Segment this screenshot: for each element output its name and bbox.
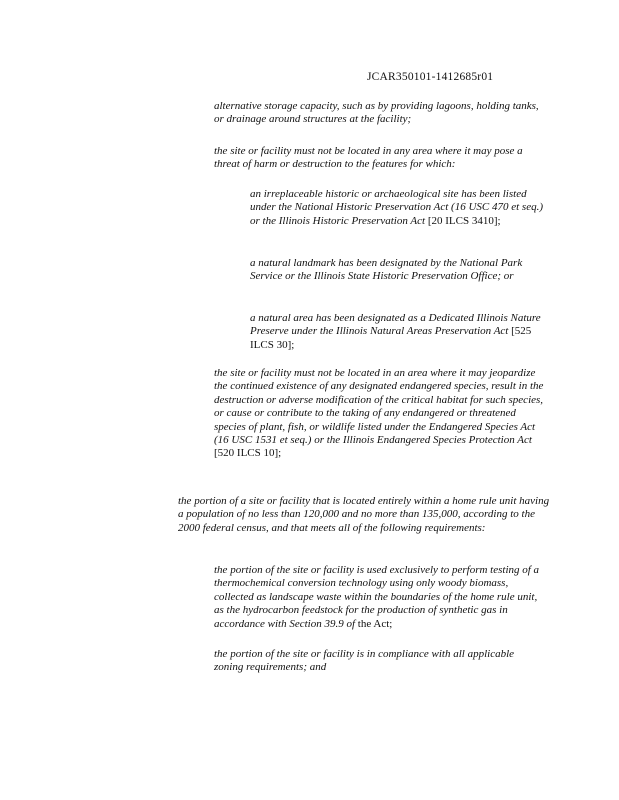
historic-site-citation: [20 ILCS 3410];	[427, 214, 501, 227]
natural-area-citation: [525 ILCS 30];	[250, 325, 532, 351]
endangered-species-text: the site or facility must not be located in an area where it may jeopardize the continued existence of any designated endangered species, result in the destruction or adverse modification of the critical habitat for such species, or cause or contribute to the taking of any endangered or threatened species of plant, fish, or wildlife listed under the Endangered Species Act (16 USC 1531 et seq.) or the Illinois Endangered Species Protection Act	[214, 367, 544, 447]
paragraph-natural-area	[250, 312, 550, 352]
paragraph-home-rule-unit: the portion of a site or facility that is located entirely within a home rule unit having a population of no less than 120,000 and no more than 135,000, according to the 2000 federal census, and that meets all of the following requirements:	[178, 495, 550, 534]
paragraph-historic-site	[250, 188, 550, 228]
thermochemical-testing-citation: the Act;	[357, 617, 393, 630]
paragraph-thermochemical-testing	[214, 564, 544, 631]
paragraph-zoning-compliance: the portion of the site or facility is in compliance with all applicable zoning requirements; and	[214, 648, 515, 674]
paragraph-endangered-species	[214, 367, 544, 461]
historic-site-text: an irreplaceable historic or archaeological site has been listed under the National Historic Preservation Act (16 USC 470 et seq.) or the Illinois Historic Preservation Act	[250, 188, 543, 227]
paragraph-natural-landmark: a natural landmark has been designated by the National Park Service or the Illinois State Historic Preservation Office; or	[250, 257, 523, 283]
paragraph-storage-capacity: alternative storage capacity, such as by providing lagoons, holding tanks, or drainage around structures at the facility;	[214, 100, 539, 126]
thermochemical-testing-text: the portion of the site or facility is used exclusively to perform testing of a thermochemical conversion technology using only woody biomass, collected as landscape waste within the boundaries of the home rule unit, as the hydrocarbon feedstock for the production of synthetic gas in accordance with Section 39.9 of	[214, 564, 540, 630]
document-id: JCAR350101-1412685r01	[367, 71, 494, 83]
endangered-species-citation: [520 ILCS 10];	[214, 447, 282, 460]
paragraph-site-location-features: the site or facility must not be located in any area where it may pose a threat of harm or destruction to the features for which:	[214, 145, 523, 171]
natural-area-text: a natural area has been designated as a Dedicated Illinois Nature Preserve under the Illinois Natural Areas Preservation Act	[250, 312, 541, 338]
